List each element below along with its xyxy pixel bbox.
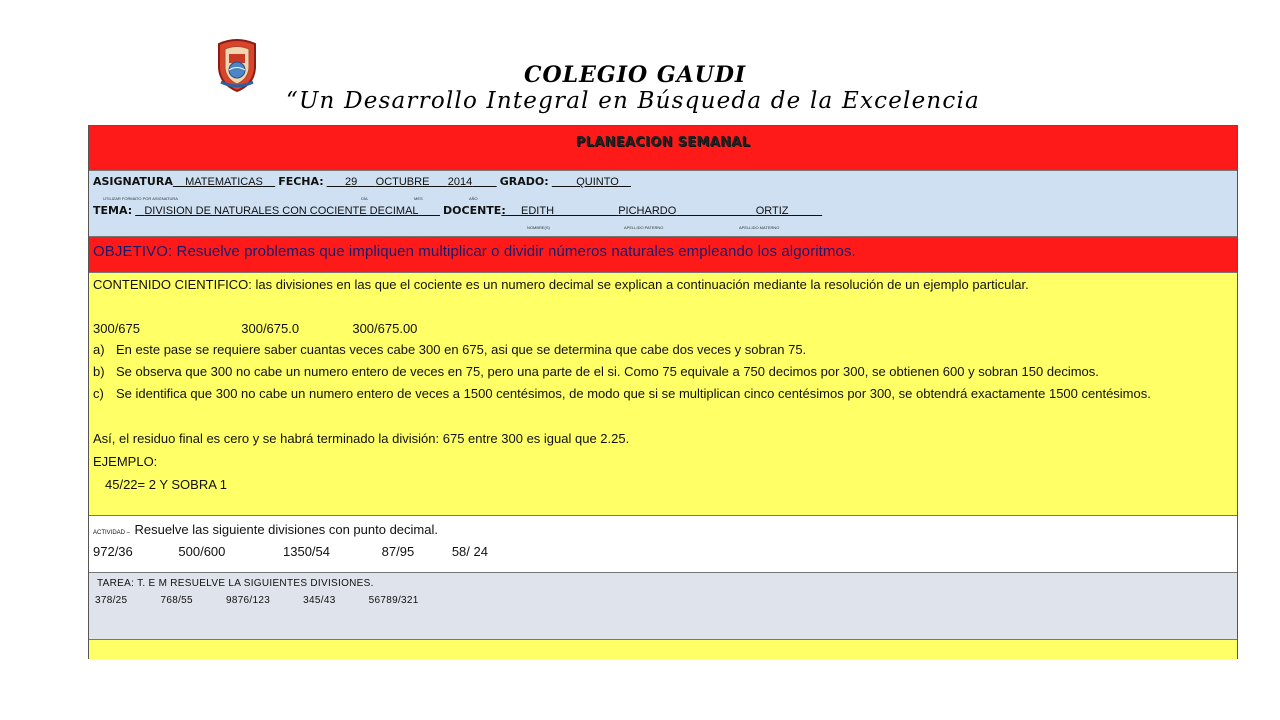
- example-division-2: 300/675.0: [241, 321, 300, 336]
- hint-ano: AÑO: [469, 196, 478, 201]
- homework-row: [89, 573, 1237, 640]
- activity-problem: 1350/54: [283, 544, 331, 559]
- docente-label: DOCENTE: [443, 204, 502, 217]
- info-line-asignatura: ASIGNATURA MATEMATICAS FECHA: 29 OCTUBRE 2014 GRADO: QUINTO: [93, 175, 619, 188]
- docente-paterno: PICHARDO: [618, 205, 677, 217]
- hint-asignatura: UTILIZAR FORMATO POR ASIGNATURA: [103, 196, 178, 201]
- school-name: COLEGIO GAUDI: [524, 62, 747, 88]
- activity-problem: 87/95: [381, 544, 415, 559]
- content-item-a: [93, 339, 1233, 361]
- example-label: EJEMPLO:: [93, 454, 158, 469]
- content-conclusion: Así, el residuo final es cero y se habrá terminado la división: 675 entre 300 es igual que 2.25.: [93, 431, 630, 446]
- homework-problem: 378/25: [95, 595, 128, 606]
- asignatura-value: MATEMATICAS: [185, 176, 263, 188]
- hint-dia: DÍA: [361, 196, 368, 201]
- school-crest-logo: [216, 38, 258, 92]
- asignatura-label: ASIGNATURA: [93, 175, 173, 188]
- homework-problem: 345/43: [303, 595, 336, 606]
- hint-paterno: APELLIDO PATERNO: [624, 225, 664, 230]
- weekly-plan-sheet: [88, 125, 1238, 659]
- plan-info-row: [89, 171, 1237, 237]
- fecha-label: FECHA: [278, 175, 320, 188]
- footer-row: [89, 640, 1237, 659]
- school-motto: “Un Desarrollo Integral en Búsqueda de la Excelencia: [286, 88, 980, 114]
- activity-header: [93, 521, 438, 539]
- activity-problem: 58/ 24: [451, 544, 488, 559]
- docente-nombre: EDITH: [521, 205, 555, 217]
- fecha-year: 2014: [447, 176, 473, 188]
- activity-text: Resuelve las siguiente divisiones con punto decimal.: [134, 522, 438, 537]
- homework-problems: [95, 595, 419, 606]
- example-value: 45/22= 2 Y SOBRA 1: [105, 477, 228, 492]
- item-c-label: c): [93, 386, 104, 401]
- example-division-1: 300/675: [93, 321, 140, 336]
- fecha-month: OCTUBRE: [375, 176, 430, 188]
- homework-text: TAREA: T. E M RESUELVE LA SIGUIENTES DIVISIONES.: [97, 578, 374, 589]
- tema-value: DIVISION DE NATURALES CON COCIENTE DECIMAL: [144, 205, 419, 217]
- hint-mes: MES: [414, 196, 423, 201]
- info-line-tema: TEMA: DIVISION DE NATURALES CON COCIENTE DECIMAL DOCENTE: EDITH PICHARDO ORTIZ: [93, 204, 789, 217]
- homework-problem: 9876/123: [225, 595, 271, 606]
- objective-row: [89, 237, 1237, 273]
- grado-label: GRADO: [499, 175, 545, 188]
- hint-materno: APELLIDO MATERNO: [739, 225, 780, 230]
- content-intro: CONTENIDO CIENTIFICO: las divisiones en las que el cociente es un numero decimal se explican a continuación mediante la resolución de un ejemplo particular.: [93, 277, 1029, 292]
- item-b-label: b): [93, 364, 105, 379]
- item-a-label: a): [93, 342, 105, 357]
- content-item-b: [93, 361, 1233, 383]
- content-row: [89, 273, 1237, 516]
- content-item-c: [93, 383, 1233, 427]
- activity-problem: 972/36: [93, 544, 133, 559]
- activity-problem: 500/600: [178, 544, 226, 559]
- plan-title: PLANEACION SEMANAL: [575, 135, 751, 150]
- example-division-3: 300/675.00: [352, 321, 418, 336]
- example-divisions: [93, 321, 417, 336]
- grado-value: QUINTO: [576, 176, 619, 188]
- docente-materno: ORTIZ: [755, 205, 789, 217]
- activity-label: ACTIVIDAD –: [93, 530, 131, 536]
- objective-text: OBJETIVO: Resuelve problemas que impliquen multiplicar o dividir números naturales empleando los algoritmos.: [93, 243, 856, 260]
- hint-nombre: NOMBRE(S): [527, 225, 550, 230]
- tema-label: TEMA: [93, 204, 128, 217]
- item-a-text: En este pase se requiere saber cuantas veces cabe 300 en 675, asi que se determina que cabe dos veces y sobran 75.: [116, 342, 807, 357]
- homework-problem: 56789/321: [368, 595, 419, 606]
- homework-problem: 768/55: [160, 595, 193, 606]
- plan-title-row: [89, 126, 1237, 171]
- activity-problems: [93, 544, 488, 559]
- fecha-day: 29: [345, 176, 358, 188]
- activity-row: [89, 516, 1237, 573]
- item-c-text: Se identifica que 300 no cabe un numero entero de veces a 1500 centésimos, de modo que si se multiplican cinco centésimos por 300, se obtendrá exactamente 1500 centésimos.: [116, 386, 1151, 401]
- item-b-text: Se observa que 300 no cabe un numero entero de veces en 75, pero una parte de el si. Como 75 equivale a 750 decimos por 300, se obtienen 600 y sobran 150 decimos.: [116, 364, 1099, 379]
